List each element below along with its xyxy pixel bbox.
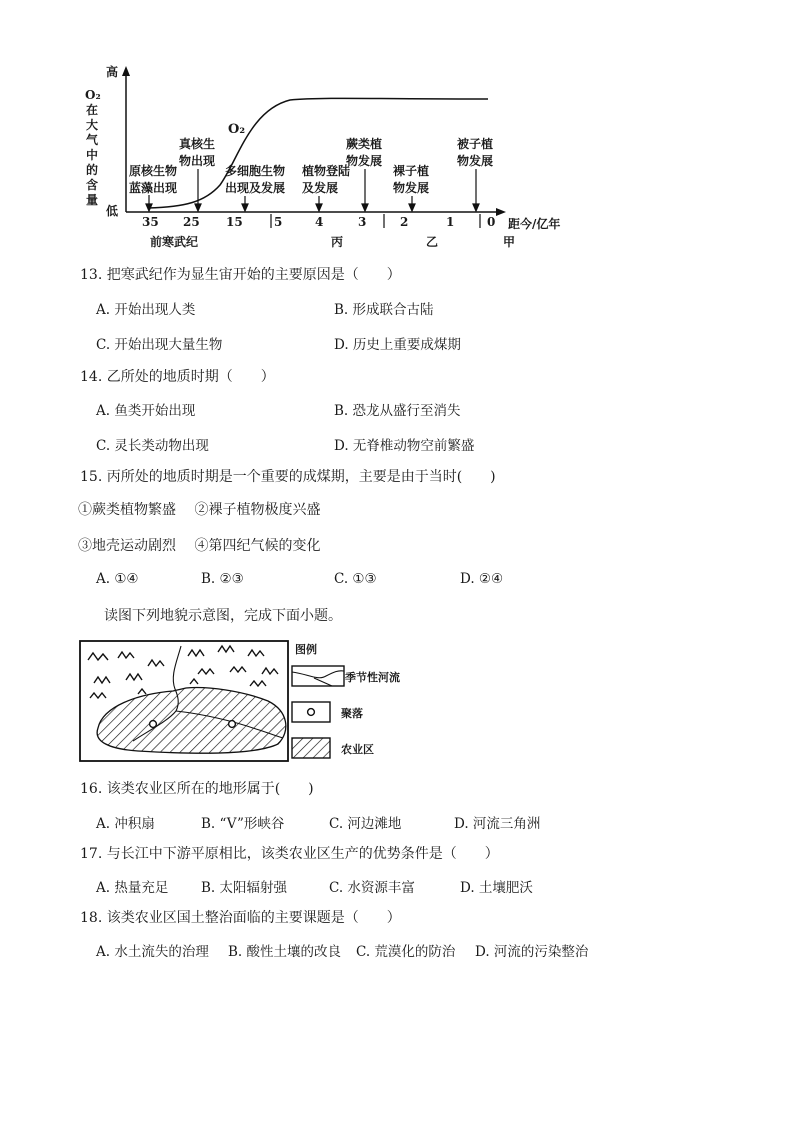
q17-option-d[interactable]: D. 土壤肥沃 (460, 880, 533, 896)
q17-option-c[interactable]: C. 水资源丰富 (329, 880, 415, 896)
event-label-prokaryote: 原核生物 蓝藻出现 (129, 164, 178, 195)
settlement-icon (229, 721, 236, 728)
x-tick: 1 (446, 215, 455, 229)
question-18-stem: 18. 该类农业区国土整治面临的主要课题是（ ） (80, 910, 401, 926)
q13-option-a[interactable]: A. 开始出现人类 (96, 302, 196, 318)
event-arrowhead (242, 204, 248, 211)
question-14-stem: 14. 乙所处的地质时期（ ） (80, 369, 275, 385)
event-label-ferns: 蕨类植 物发展 (346, 137, 383, 168)
event-arrowhead (362, 204, 368, 211)
era-yi: 乙 (426, 235, 439, 249)
q16-option-c[interactable]: C. 河边滩地 (329, 816, 402, 832)
question-16-stem: 16. 该类农业区所在的地形属于( ) (80, 781, 314, 797)
x-axis-label: 距今/亿年 (508, 217, 561, 231)
era-jia: 甲 (503, 235, 516, 249)
x-tick: 4 (315, 215, 324, 229)
q18-option-a[interactable]: A. 水土流失的治理 (96, 944, 209, 960)
x-tick: 3 (358, 215, 367, 229)
event-label-angiosperms: 被子植 物发展 (457, 137, 494, 168)
q15-statements-1: ①蕨类植物繁盛 ②裸子植物极度兴盛 (78, 502, 321, 518)
era-bing: 丙 (331, 235, 344, 249)
q18-option-b[interactable]: B. 酸性土壤的改良 (228, 944, 342, 960)
question-15-stem: 15. 丙所处的地质时期是一个重要的成煤期，主要是由于当时( ) (80, 469, 496, 485)
q17-option-b[interactable]: B. 太阳辐射强 (201, 880, 288, 896)
x-tick: 5 (274, 215, 283, 229)
o2-curve-label: O₂ (228, 122, 246, 137)
legend-title: 图例 (295, 643, 317, 656)
event-arrowhead (195, 204, 201, 211)
legend-river-box (292, 666, 344, 686)
q14-option-b[interactable]: B. 恐龙从盛行至消失 (334, 403, 461, 419)
event-label-eukaryote: 真核生 物出现 (179, 137, 216, 168)
x-axis-arrow (496, 208, 506, 216)
q18-option-c[interactable]: C. 荒漠化的防治 (356, 944, 456, 960)
event-label-multicellular: 多细胞生物 出现及发展 (225, 164, 286, 195)
x-tick: 2 (400, 215, 409, 229)
q17-option-a[interactable]: A. 热量充足 (96, 880, 169, 896)
o2-chart-svg (0, 0, 793, 260)
question-13-stem: 13. 把寒武纪作为显生宙开始的主要原因是（ ） (80, 267, 401, 283)
legend-river-label: 季节性河流 (345, 671, 400, 684)
event-label-gymnosperms: 裸子植 物发展 (393, 164, 430, 195)
legend-farm-label: 农业区 (341, 743, 374, 756)
y-high-label: 高 (106, 65, 119, 79)
q15-option-d[interactable]: D. ②④ (460, 571, 504, 587)
x-tick: 15 (226, 215, 243, 229)
intro-text: 读图下列地貌示意图，完成下面小题。 (104, 608, 342, 624)
legend-settlement-label: 聚落 (341, 707, 363, 720)
x-tick: 35 (142, 215, 159, 229)
q15-statements-2: ③地壳运动剧烈 ④第四纪气候的变化 (78, 538, 321, 554)
settlement-icon (150, 721, 157, 728)
era-precambrian: 前寒武纪 (150, 235, 199, 249)
event-arrowhead (409, 204, 415, 211)
y-axis-arrow (122, 66, 130, 76)
q15-option-a[interactable]: A. ①④ (96, 571, 139, 587)
y-low-label: 低 (106, 204, 119, 218)
q13-option-d[interactable]: D. 历史上重要成煤期 (334, 337, 461, 353)
q15-option-c[interactable]: C. ①③ (334, 571, 377, 587)
event-arrowhead (473, 204, 479, 211)
q16-option-b[interactable]: B. “V”形峡谷 (201, 816, 285, 832)
legend-farm-swatch (292, 738, 330, 758)
x-tick: 25 (183, 215, 200, 229)
q14-option-c[interactable]: C. 灵长类动物出现 (96, 438, 209, 454)
event-arrowhead (146, 204, 152, 211)
event-label-land-plants: 植物登陆 及发展 (302, 164, 351, 195)
q16-option-d[interactable]: D. 河流三角洲 (454, 816, 541, 832)
q15-option-b[interactable]: B. ②③ (201, 571, 244, 587)
event-arrowhead (316, 204, 322, 211)
q13-option-b[interactable]: B. 形成联合古陆 (334, 302, 434, 318)
q13-option-c[interactable]: C. 开始出现大量生物 (96, 337, 223, 353)
q14-option-d[interactable]: D. 无脊椎动物空前繁盛 (334, 438, 475, 454)
legend-settlement-icon (308, 709, 315, 716)
q18-option-d[interactable]: D. 河流的污染整治 (475, 944, 589, 960)
x-tick: 0 (487, 215, 496, 229)
q14-option-a[interactable]: A. 鱼类开始出现 (96, 403, 196, 419)
question-17-stem: 17. 与长江中下游平原相比，该类农业区生产的优势条件是（ ） (80, 846, 499, 862)
y-axis-label: O₂在大气中的含量 (85, 88, 101, 207)
q16-option-a[interactable]: A. 冲积扇 (96, 816, 155, 832)
